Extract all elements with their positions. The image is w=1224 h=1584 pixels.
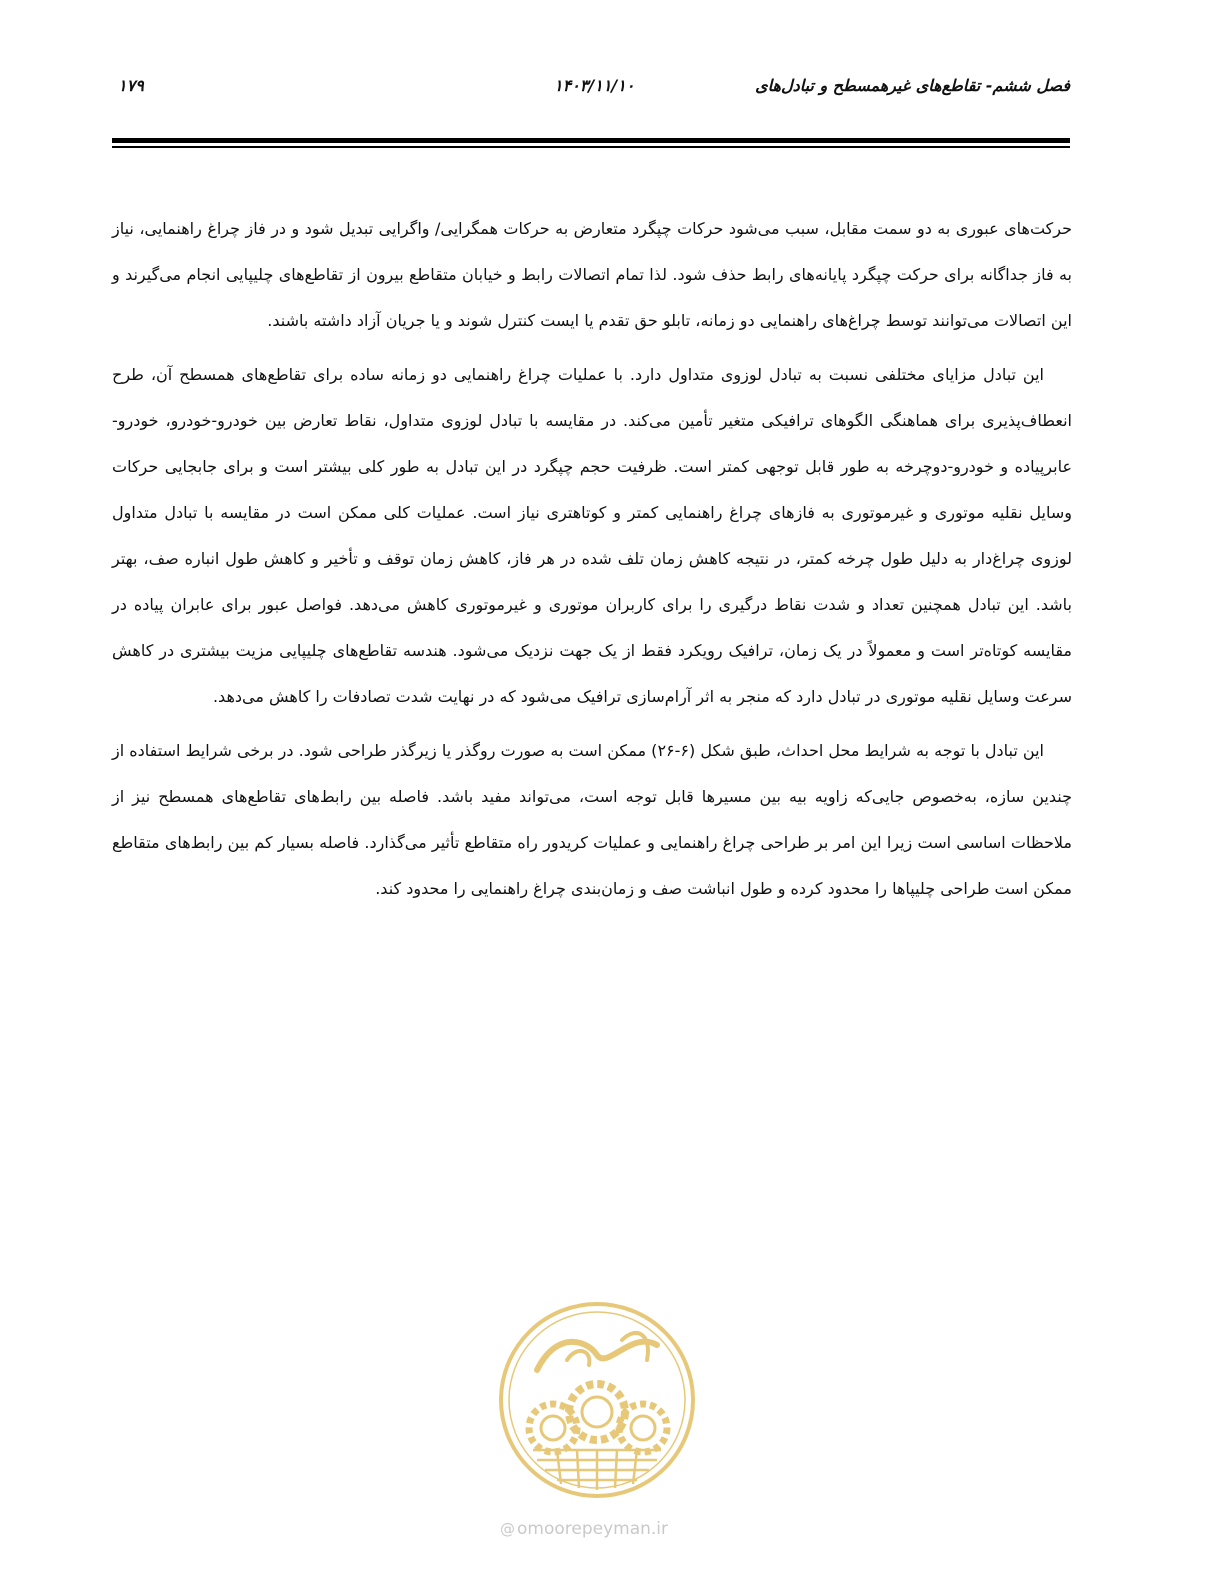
- paragraph-3: این تبادل با توجه به شرایط محل احداث، طبق شکل (۶-۲۶) ممکن است به صورت روگذر یا زیرگذر طراحی شود. در برخی شرایط استفاده از چندین سازه، به‌خصوص جایی‌که زاویه بیه بین مسیرها قابل توجه است، می‌تواند مفید باشد. فاصله بین رابط‌های تقاطع‌های همسطح نیز از ملاحظات اساسی است زیرا این امر بر طراحی چراغ راهنمایی و عملیات کریدور راه متقاطع تأثیر می‌گذارد. فاصله بسیار کم بین رابط‌های متقاطع ممکن است طراحی چلیپاها را محدود کرده و طول انباشت صف و زمان‌بندی چراغ راهنمایی را محدود کند.: [112, 741, 1072, 898]
- watermark-url: [500, 1519, 710, 1539]
- body-text: [112, 206, 1072, 920]
- chapter-title: فصل ششم- تقاطع‌های غیرهمسطح و تبادل‌های: [755, 76, 1070, 95]
- watermark-url-text: omoorepeyman.ir: [517, 1519, 669, 1539]
- paragraph-2: این تبادل مزایای مختلفی نسبت به تبادل لوزوی متداول دارد. با عملیات چراغ راهنمایی دو زمانه ساده برای تقاطع‌های همسطح آن، طرح انعطاف‌پذیری برای هماهنگی الگوهای ترافیکی متغیر تأمین می‌کند. در مقایسه با تبادل لوزوی متداول، نقاط تعارض بین خودرو-خودرو، خودرو-عابرپیاده و خودرو-دوچرخه به طور قابل توجهی کمتر است. ظرفیت حجم چپگرد در این تبادل به طور کلی بیشتر است و برای جابجایی حرکات وسایل نقلیه موتوری و غیرموتوری به فازهای چراغ راهنمایی کمتر و کوتاهتری نیاز است. عملیات کلی ممکن است در مقایسه با تبادل متداول لوزوی چراغ‌دار به دلیل طول چرخه کمتر، در نتیجه کاهش زمان تلف شده در هر فاز، کاهش زمان توقف و تأخیر و کاهش طول انباره صف، بهتر باشد. این تبادل همچنین تعداد و شدت نقاط درگیری را برای کاربران موتوری و غیرموتوری کاهش می‌دهد. فواصل عبور برای عابران پیاده در مقایسه کوتاه‌تر است و معمولاً در یک زمان، ترافیک رویکرد فقط از یک جهت نزدیک می‌شود. هندسه تقاطع‌های چلیپایی مزیت بیشتری در کاهش سرعت وسایل نقلیه موتوری در تبادل دارد که منجر به اثر آرام‌سازی ترافیک می‌شود که در نهایت شدت تصادفات را کاهش می‌دهد.: [112, 365, 1072, 706]
- watermark-emblem-icon: [497, 1300, 697, 1500]
- paragraph-1: حرکت‌های عبوری به دو سمت مقابل، سبب می‌شود حرکات چپگرد متعارض به حرکات همگرایی/ واگرایی تبدیل شود و در فاز چراغ راهنمایی، نیاز به فاز جداگانه برای حرکت چپگرد پایانه‌های رابط حذف شود. لذا تمام اتصالات رابط و خیابان متقاطع بیرون از تقاطع‌های چلیپایی انجام می‌گیرند و این اتصالات می‌توانند توسط چراغ‌های راهنمایی دو زمانه، تابلو حق تقدم یا ایست کنترل شوند و یا جریان آزاد داشته باشند.: [112, 219, 1072, 330]
- page-number: ۱۷۹: [118, 76, 144, 95]
- at-icon: @: [500, 1520, 515, 1538]
- page-header: [112, 72, 1070, 106]
- header-rule-thick: [112, 138, 1070, 143]
- header-rule-thin: [112, 146, 1070, 148]
- watermark-logo: [497, 1300, 697, 1500]
- header-date: ۱۴۰۳/۱۱/۱۰: [554, 76, 635, 95]
